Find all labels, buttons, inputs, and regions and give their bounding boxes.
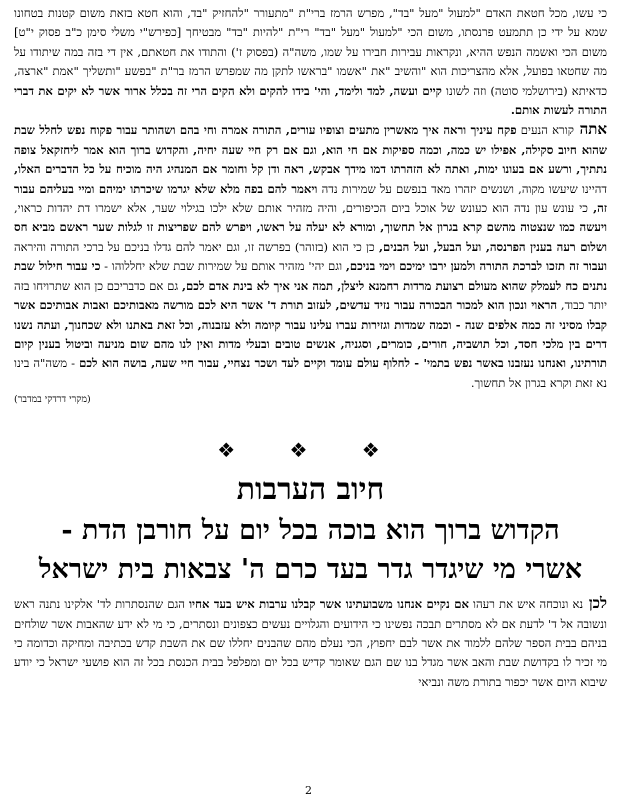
paragraph2-run: ועבור זה תזכו לברכת התורה ולמען ירבו ימיכם וימי בניכם, [345,259,607,274]
paragraph3-run: אם נקיים אנחנו משבועתינו אשר קבלנו ערבות איש בעד אחיו [189,597,469,612]
paragraph2-run: כי עבור חילול שבת נתנים כח לעמלק שהוא מעולם רצועת מרדות רחמנא ליצלן, תמה אני איך לא בינת אדם לכם, [14,259,607,293]
section-divider [14,438,607,462]
paragraph3-run: לכן [583,594,607,613]
paragraph2-run: ויעשה כמו שנצטוה מהשם קרא בגרון אל תחשוך, ומורא לא יעלה על ראשו, ויפרש להם שפריצות זו לגלות שער ראשם מביא חס ושלום רעה בענין הפרנסה, ועל הבעל, ועל הבנים, [14,220,607,254]
paragraph2-run: - משה"ה בינו נא זאת וקרא בגרון אל תחשוך. [14,356,607,390]
source-citation: (מקרי דרדקי במדבר) [14,394,91,406]
paragraph2-run: גם אם כדבריכם כן הוא שתרויחו בזה יותר כבוד, [14,278,608,313]
paragraph-3 [14,594,607,692]
paragraph1-run: קיים ועשה, למד ולימד, והי' בידו להקים ולא הקים הרי זה בכלל ארור אשר לא יקים את דברי התורה לעשות אותם. [14,83,607,118]
paragraph2-run: וגם יהי' מזהיר אותם על שמירות שבת שלא יחללוהו - [100,259,346,274]
paragraph2-run: אתה [573,120,607,139]
paragraph2-run: כן כי הוא (בזוהר) בפרשה זו, וגם יאמר להם גדלו בניכם על ברכי התורה והיראה [14,239,379,254]
paragraph2-run: קורא הנעים [516,123,574,138]
paragraph3-run: הגם שהנסתרות לד' אלקינו נתנה ראש ונשובה אל ד' לדעת אם לא מסתרים תבכה נפשינו כי הידועים והגלויים נעשים כצפונים ונסתרים, כי מי לא ידע שהאבות אשר שולחים בניהם בבית הספר שלהם ללמוד את אשר לבם יחפוץ, הכי נעלם מהם שהבנים יחללו שם את השבת קדש בכתיבה ומחיקה וכדומה כי מי זכיר לו בקדושת שבת והאב אשר מגדל בנו שם הגם שאומר קדיש בכל יום ומפלפל בבית הכנסת בכל זה הוא פושעי ישראל כי יודע שיבוא היום אשר יכפור בתורת משה ונביאי [14,597,607,689]
paragraph-2 [14,120,607,393]
paragraph2-run: פקח עיניך וראה איך מאשרין מתעים וצופיו עורים, התורה אמרה וחי בהם ושהותר עבור פקוח נפש לחלל שבת שהוא חיוב סקילה, אפילו יש כמה, וכמה ספיקות אם חי הוא, וגם אם רק חיי שעה יחיה, והקדוש ברוך הוא אמר ליחזקאל צופה נתתיך, ורשע אם בעונו ימות, ואתה לא הזהרתו דמו מידך אבקש, ראה ודן קל וחומר אם המנהיג היה מוכיח על כל הדברים האלו, [14,123,607,177]
headline-line-2: אשרי מי שיגדר גדר בעד כרם ה' צבאות בית ישראל [38,554,583,586]
section-title: חיוב הערבות [236,472,385,508]
paragraph3-run: נא ונוכחה איש את רעהו [468,597,584,612]
paragraph-1 [14,4,607,120]
paragraph2-run: דהיינו שיעשו מקוה, ושנשים יזהרו מאד בנפשם על שמירות נדה [317,181,607,196]
paragraph2-run: הראוי ונכון הוא למכור הבכורה עבור נזיד עדשים, לעזוב תורת ד' אשר היא לכם מורשה מאבותיכם ואבות אבותיכם אשר קבלו מסיני זה כמה אלפים שנה - וכמה שמדות וגזירות עברו עלינו עבור קיומה ולא עזבנוה, וכל זאת באתנו ולא שכחנוך, ועתה נשנו דרים בין מלכי חסד, וכל תושביה, חורים, כומרים, וסגניה, אנשים טובים ובעלי מדות ואין לנו מהם שום מניעה וביטול בענין קיום תורתינו, ואנחנו נעזבנו באשר נפש בתמי' - לחלוף עולם עומד וקיים לעד ושכר נצחיי [14,298,607,371]
page-number: 2 [305,784,312,797]
paragraph1-run: כי עשו, מכל חטאת האדם "למעול "מעל "בד", מפרש הרמז ברי"ת "מתעורר "להחזיק "בד, והוא חטא בזאת משום קטנות בטחונו שמא על ידי כן תתמעט פרנסתו, משום הכי "למעול "מעל "בד" רי"ת "להיות "בד" מבטיחך [כפירש"י משלי סימן כ"ב פסוק י"ט] משום הכי ואשמה הנפש ההיא, ונקראות עבירות חבירו על שמו, משה"ה (בפסוק ז') והתודו את חטאתם, אין די בזה במה שיתודו על מה שחטאו בפועל, אלא מהצריכות הוא "והשיב "את "אשמו "בראשו לתקן מה שמפרש הרמז בר"ת "בפשע "ותשליך "אמת "ארצה, כדאיתא (בירושלמי סוטה) וזה לשונו [14,6,608,98]
paragraph2-run: ויאמר להם בפה מלא שלא יגרמו שיכרתו ימיהם ומיי בעליהם עבור זה, [14,181,607,216]
paragraph2-run: כי עונש עון נדה הוא כעונש של אוכל ביום הכיפורים, והיה מזהיר אותם שלא ילכו בגילוי שער, אלא ישמרו דת יהדות כראוי, [14,201,594,216]
headline-line-1: הקדוש ברוך הוא בוכה בכל יום על חורבן הדת - [61,515,560,547]
divider-ornament: ❖ ❖ ❖ [217,438,404,463]
paragraph2-run: , עבור חיי שעה, בושה הוא לכם [79,356,228,371]
document-page [14,4,607,692]
